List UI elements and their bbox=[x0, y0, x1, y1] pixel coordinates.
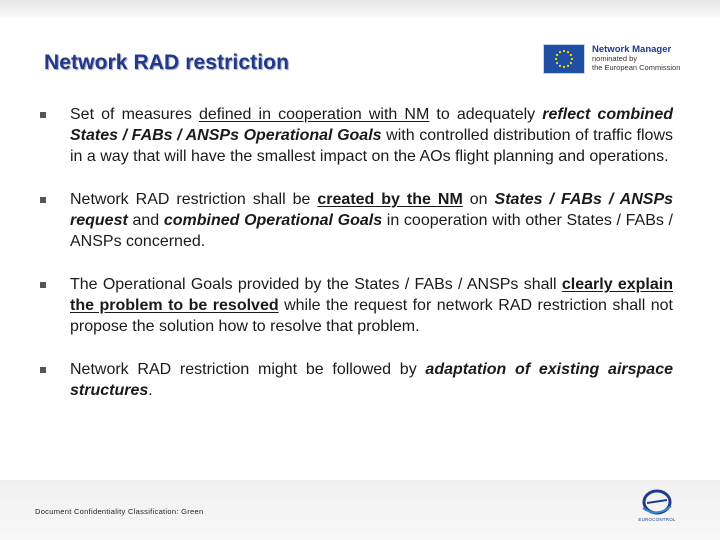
bullet-text: . bbox=[148, 382, 153, 399]
logo-name: Network Manager bbox=[592, 44, 672, 55]
logo-subtitle-1: nominated by bbox=[592, 54, 638, 63]
bullet-text: with controlled distribution of traffic flows in a way that will have the smallest impact on the AOs flight planning and operations. bbox=[70, 127, 674, 165]
bullet-text: in cooperation with other States / FABs / ANSPs concerned. bbox=[70, 212, 673, 250]
bullet-emphasis: States / FABs / ANSPs request bbox=[70, 191, 674, 229]
bullet-emphasis: adaptation of existing airspace structures bbox=[70, 361, 673, 399]
bullet-text: The Operational Goals provided by the States / FABs / ANSPs shall bbox=[70, 276, 562, 293]
bullet-item bbox=[40, 274, 673, 337]
bullet-item bbox=[40, 359, 673, 401]
bullet-list bbox=[40, 104, 673, 423]
bullet-underline: clearly explain the problem to be resolved bbox=[70, 276, 673, 314]
bullet-underline: created by the NM bbox=[317, 191, 463, 208]
bullet-item bbox=[40, 189, 673, 252]
bullet-text: while the request for network RAD restriction shall not propose the solution how to resolve that problem. bbox=[70, 297, 673, 335]
bullet-text: Network RAD restriction might be followed by bbox=[70, 361, 426, 378]
bullet-emphasis: combined Operational Goals bbox=[163, 212, 383, 229]
slide-title: Network RAD restriction bbox=[44, 51, 290, 74]
bullet-text: Set of measures bbox=[70, 106, 199, 123]
top-bar bbox=[0, 0, 720, 17]
bullet-text: Network RAD restriction shall be bbox=[70, 191, 318, 208]
network-manager-logo bbox=[543, 44, 693, 74]
bullet-text: to adequately bbox=[429, 106, 543, 123]
bullet-underline: defined in cooperation with NM bbox=[198, 106, 430, 123]
bullet-text: on bbox=[462, 191, 495, 208]
confidentiality-classification: Document Confidentiality Classification: Green bbox=[35, 507, 204, 516]
logo-subtitle-2: the European Commission bbox=[592, 63, 681, 72]
eurocontrol-logo-icon bbox=[637, 488, 677, 528]
bullet-text: and bbox=[127, 212, 164, 229]
bullet-item bbox=[40, 104, 673, 167]
bullet-emphasis: reflect combined States / FABs / ANSPs Operational Goals bbox=[70, 106, 673, 144]
eu-flag-icon bbox=[543, 44, 585, 74]
eurocontrol-label: EUROCONTROL bbox=[638, 517, 676, 522]
